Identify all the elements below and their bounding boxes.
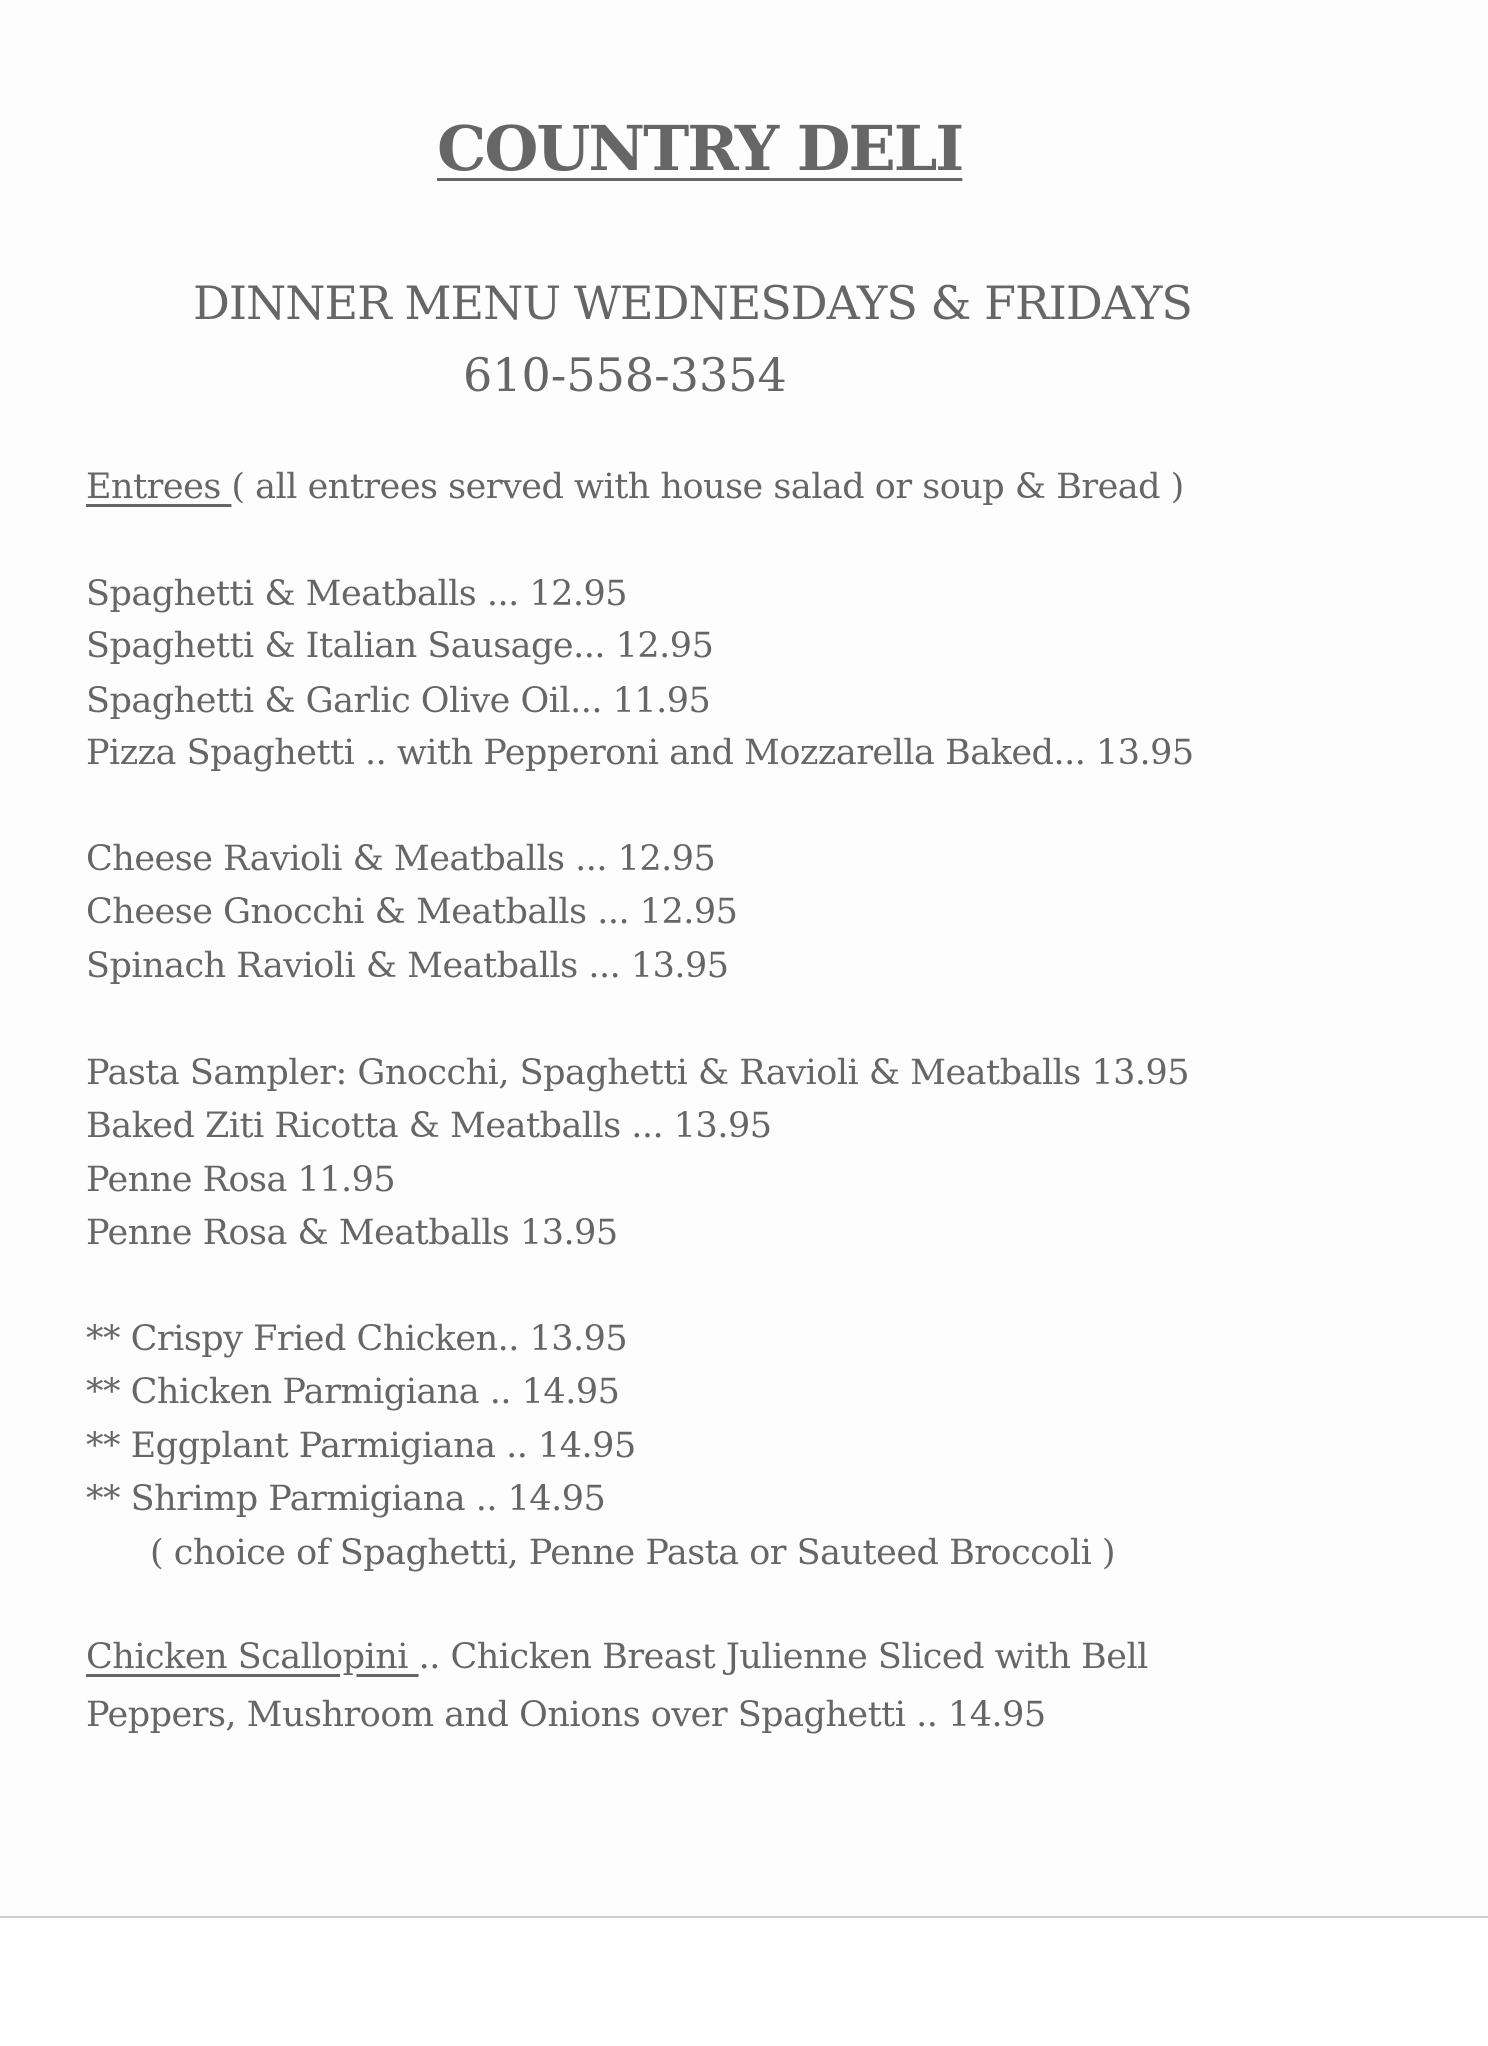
menu-item: ** Chicken Parmigiana .. 14.95 [86, 1372, 620, 1412]
menu-item: Spaghetti & Italian Sausage... 12.95 [86, 626, 714, 666]
menu-item: Pizza Spaghetti .. with Pepperoni and Mozzarella Baked... 13.95 [86, 733, 1194, 773]
menu-item: Spaghetti & Meatballs ... 12.95 [86, 574, 628, 614]
menu-item: Spinach Ravioli & Meatballs ... 13.95 [86, 946, 729, 986]
entrees-header [86, 467, 1184, 507]
menu-item: Cheese Gnocchi & Meatballs ... 12.95 [86, 892, 738, 932]
choice-note: ( choice of Spaghetti, Penne Pasta or Sauteed Broccoli ) [150, 1533, 1116, 1573]
menu-item: Baked Ziti Ricotta & Meatballs ... 13.95 [86, 1106, 772, 1146]
entrees-note: ( all entrees served with house salad or soup & Bread ) [231, 467, 1184, 507]
phone-number: 610-558-3354 [463, 348, 787, 402]
menu-item: Spaghetti & Garlic Olive Oil... 11.95 [86, 681, 711, 721]
scallopini-line-1 [86, 1637, 1148, 1677]
menu-item: ** Shrimp Parmigiana .. 14.95 [86, 1479, 606, 1519]
scan-bottom-margin [0, 1918, 1488, 2046]
scallopini-line-2: Peppers, Mushroom and Onions over Spaghetti .. 14.95 [86, 1695, 1046, 1735]
menu-subtitle: DINNER MENU WEDNESDAYS & FRIDAYS [193, 276, 1192, 330]
restaurant-title: COUNTRY DELI [437, 112, 963, 185]
scallopini-name: Chicken Scallopini [86, 1637, 419, 1677]
menu-item: ** Crispy Fried Chicken.. 13.95 [86, 1319, 628, 1359]
entrees-heading: Entrees [86, 467, 232, 507]
scallopini-desc: .. Chicken Breast Julienne Sliced with Bell [418, 1637, 1148, 1677]
menu-item: Penne Rosa & Meatballs 13.95 [86, 1213, 618, 1253]
menu-item: Cheese Ravioli & Meatballs ... 12.95 [86, 839, 716, 879]
menu-item: Pasta Sampler: Gnocchi, Spaghetti & Ravioli & Meatballs 13.95 [86, 1053, 1190, 1093]
menu-item: Penne Rosa 11.95 [86, 1160, 396, 1200]
menu-item: ** Eggplant Parmigiana .. 14.95 [86, 1426, 636, 1466]
